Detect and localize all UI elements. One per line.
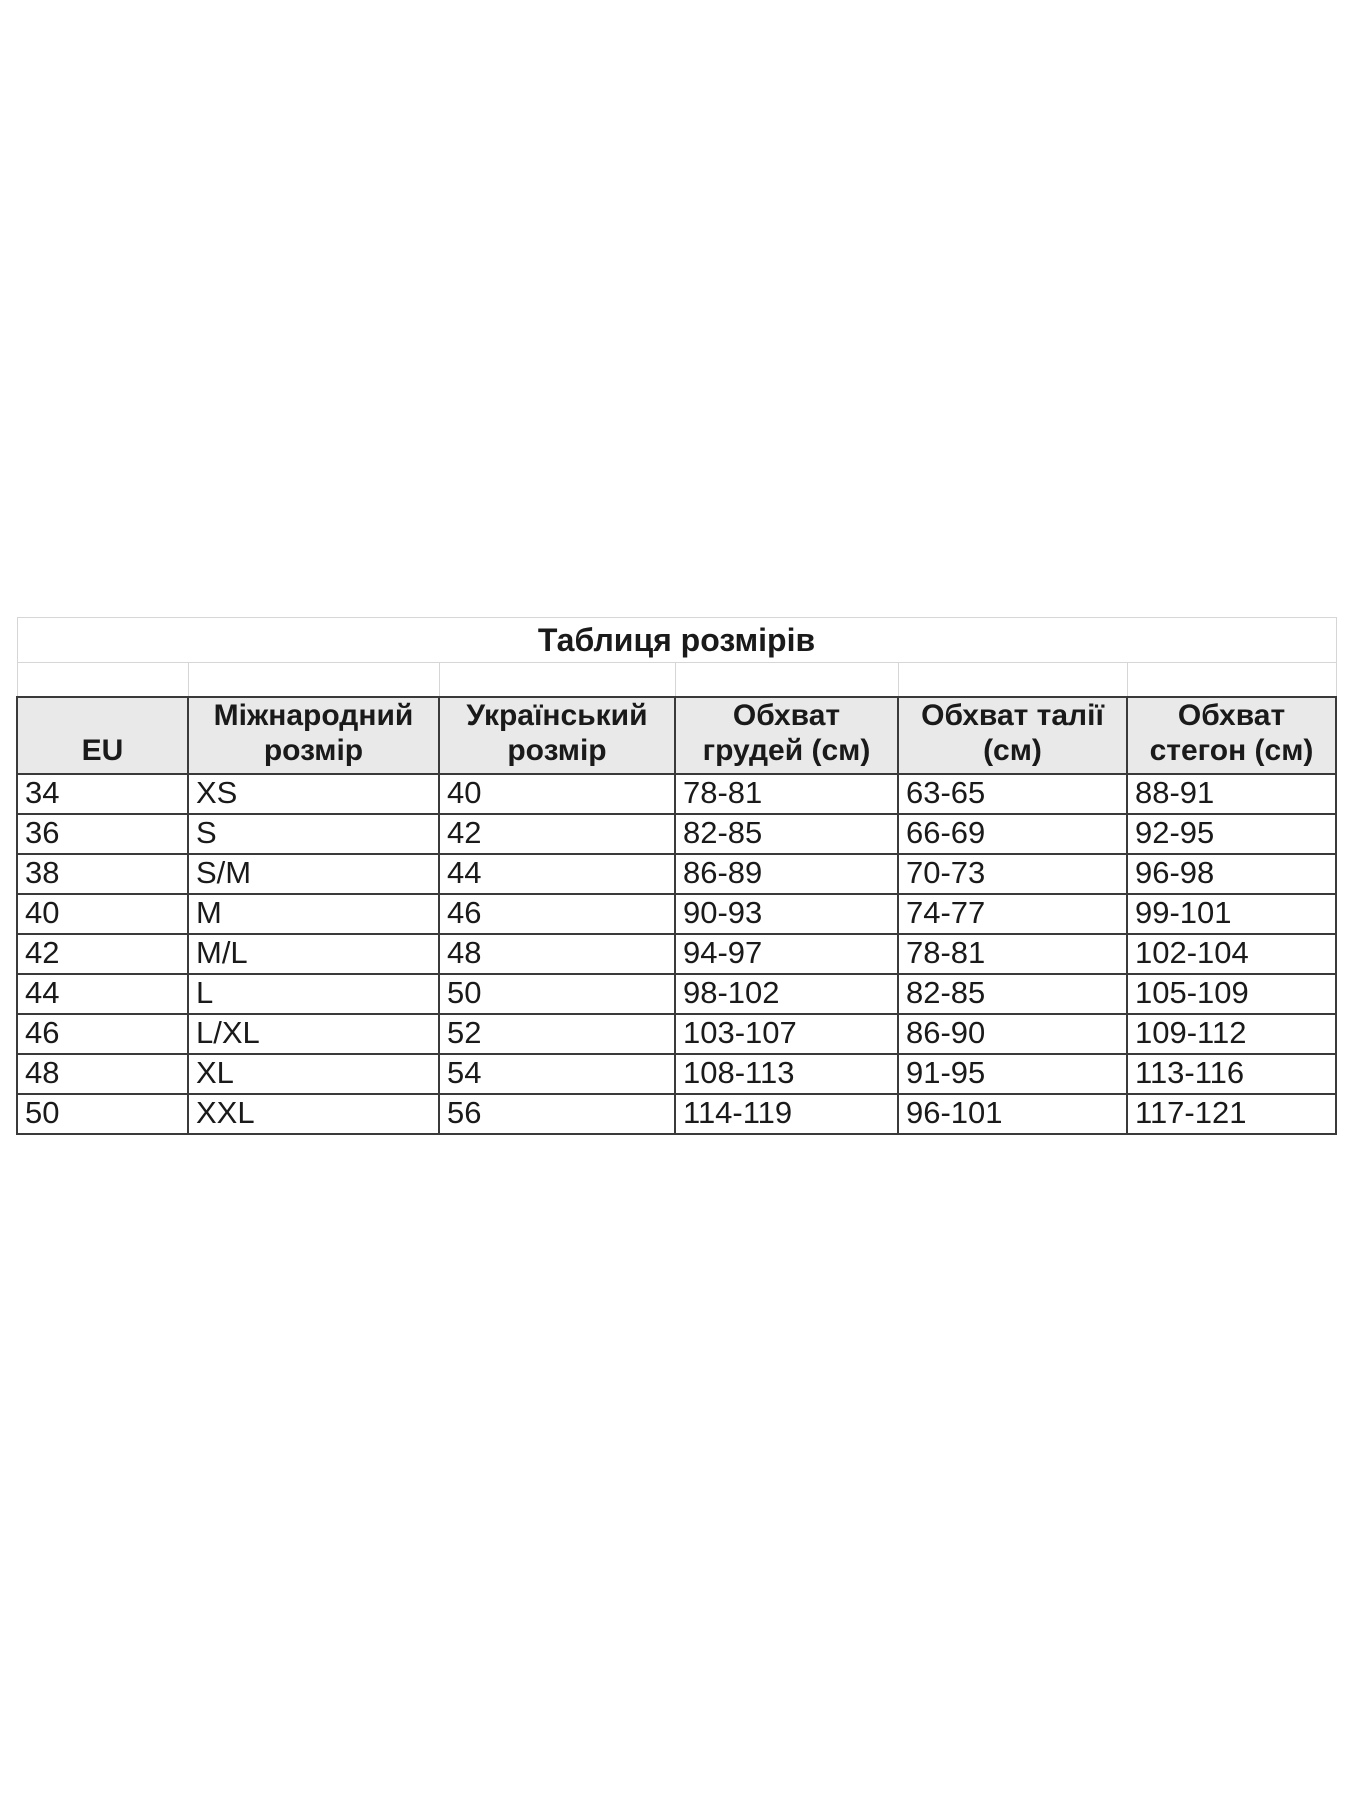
- cell-eu: 34: [17, 774, 188, 814]
- cell-chest: 86-89: [675, 854, 898, 894]
- table-title: Таблиця розмірів: [17, 618, 1336, 663]
- header-cell-waist: [898, 697, 1127, 774]
- spacer-cell: [439, 663, 675, 697]
- header-line: Обхват: [1177, 698, 1286, 732]
- table-row: [17, 894, 1336, 934]
- cell-hips: 113-116: [1127, 1054, 1336, 1094]
- cell-chest: 108-113: [675, 1054, 898, 1094]
- cell-hips: 102-104: [1127, 934, 1336, 974]
- cell-waist: 74-77: [898, 894, 1127, 934]
- cell-ukrainian-size: 48: [439, 934, 675, 974]
- cell-waist: 63-65: [898, 774, 1127, 814]
- table-row: [17, 1094, 1336, 1134]
- cell-waist: 66-69: [898, 814, 1127, 854]
- header-line: (см): [983, 733, 1042, 767]
- table-row: [17, 974, 1336, 1014]
- cell-international-size: S/M: [188, 854, 439, 894]
- cell-hips: 99-101: [1127, 894, 1336, 934]
- cell-chest: 103-107: [675, 1014, 898, 1054]
- cell-eu: 38: [17, 854, 188, 894]
- cell-chest: 78-81: [675, 774, 898, 814]
- cell-international-size: M: [188, 894, 439, 934]
- header-cell-international-size: [188, 697, 439, 774]
- cell-ukrainian-size: 52: [439, 1014, 675, 1054]
- cell-ukrainian-size: 56: [439, 1094, 675, 1134]
- cell-chest: 94-97: [675, 934, 898, 974]
- cell-eu: 36: [17, 814, 188, 854]
- header-line: стегон (см): [1149, 733, 1314, 767]
- spacer-cell: [675, 663, 898, 697]
- cell-waist: 70-73: [898, 854, 1127, 894]
- cell-eu: 44: [17, 974, 188, 1014]
- cell-international-size: S: [188, 814, 439, 854]
- cell-hips: 88-91: [1127, 774, 1336, 814]
- cell-waist: 82-85: [898, 974, 1127, 1014]
- header-line: EU: [81, 733, 124, 767]
- cell-ukrainian-size: 54: [439, 1054, 675, 1094]
- cell-eu: 46: [17, 1014, 188, 1054]
- spacer-cell: [188, 663, 439, 697]
- title-row: [17, 618, 1336, 663]
- cell-chest: 114-119: [675, 1094, 898, 1134]
- cell-hips: 109-112: [1127, 1014, 1336, 1054]
- header-line: Міжнародний: [213, 698, 414, 732]
- cell-international-size: L/XL: [188, 1014, 439, 1054]
- cell-hips: 92-95: [1127, 814, 1336, 854]
- cell-eu: 42: [17, 934, 188, 974]
- header-cell-hips: [1127, 697, 1336, 774]
- cell-ukrainian-size: 40: [439, 774, 675, 814]
- header-cell-ukrainian-size: [439, 697, 675, 774]
- table-row: [17, 934, 1336, 974]
- cell-chest: 82-85: [675, 814, 898, 854]
- cell-international-size: M/L: [188, 934, 439, 974]
- table-row: [17, 854, 1336, 894]
- table-row: [17, 814, 1336, 854]
- cell-eu: 40: [17, 894, 188, 934]
- cell-hips: 96-98: [1127, 854, 1336, 894]
- cell-waist: 91-95: [898, 1054, 1127, 1094]
- table-row: [17, 1014, 1336, 1054]
- cell-eu: 48: [17, 1054, 188, 1094]
- cell-international-size: XXL: [188, 1094, 439, 1134]
- header-line: Обхват талії: [921, 698, 1104, 732]
- header-line: грудей (см): [702, 733, 871, 767]
- cell-eu: 50: [17, 1094, 188, 1134]
- size-chart-table: [16, 617, 1337, 1135]
- cell-international-size: XL: [188, 1054, 439, 1094]
- cell-ukrainian-size: 50: [439, 974, 675, 1014]
- spacer-cell: [898, 663, 1127, 697]
- header-line: розмір: [507, 733, 607, 767]
- cell-chest: 98-102: [675, 974, 898, 1014]
- cell-international-size: XS: [188, 774, 439, 814]
- table-row: [17, 1054, 1336, 1094]
- cell-hips: 105-109: [1127, 974, 1336, 1014]
- cell-waist: 78-81: [898, 934, 1127, 974]
- header-cell-chest: [675, 697, 898, 774]
- cell-ukrainian-size: 42: [439, 814, 675, 854]
- header-line: розмір: [263, 733, 364, 767]
- header-line: Обхват: [732, 698, 841, 732]
- cell-waist: 86-90: [898, 1014, 1127, 1054]
- table-row: [17, 774, 1336, 814]
- cell-ukrainian-size: 46: [439, 894, 675, 934]
- cell-hips: 117-121: [1127, 1094, 1336, 1134]
- spacer-row: [17, 663, 1336, 697]
- spacer-cell: [1127, 663, 1336, 697]
- header-line: Український: [466, 698, 648, 732]
- spacer-cell: [17, 663, 188, 697]
- cell-ukrainian-size: 44: [439, 854, 675, 894]
- cell-international-size: L: [188, 974, 439, 1014]
- cell-waist: 96-101: [898, 1094, 1127, 1134]
- header-row: [17, 697, 1336, 774]
- header-cell-eu: [17, 697, 188, 774]
- cell-chest: 90-93: [675, 894, 898, 934]
